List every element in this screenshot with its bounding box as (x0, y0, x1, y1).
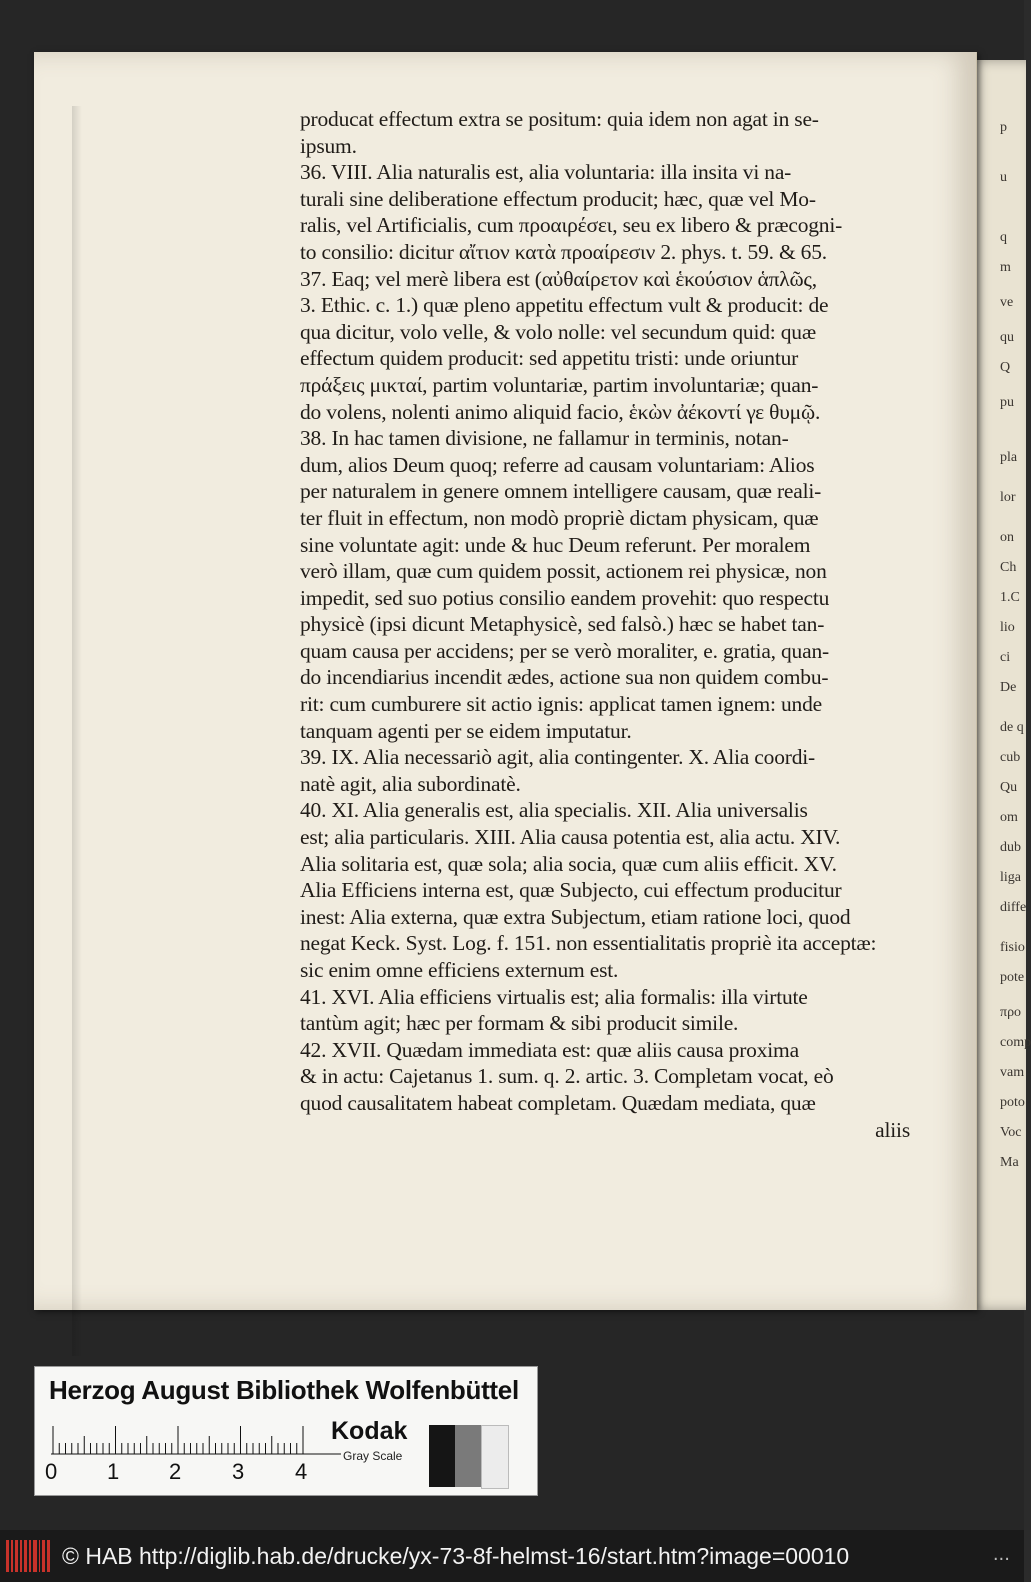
grayscale-caption: Gray Scale (343, 1449, 403, 1463)
next-page-fragment: Ma (1000, 1155, 1019, 1170)
book-page (34, 52, 977, 1310)
text-line: 40. XI. Alia generalis est, alia specialis. XII. Alia universalis (300, 798, 808, 823)
next-page-fragment: ci (1000, 650, 1011, 665)
text-line: sic enim omne efficiens externum est. (300, 958, 619, 982)
text-line: ipsum. (300, 133, 357, 158)
next-page-fragment: pote (1000, 970, 1025, 985)
text-line: to consilio: dicitur αἴτιον κατὰ προαίρεσιν 2. phys. t. 59. & 65. (300, 239, 827, 264)
page-gutter-shadow (72, 106, 82, 1356)
next-page-fragment: Voc (1000, 1125, 1022, 1140)
text-line: impedit, sed suo potius consilio eandem provehit: quo respectu (300, 585, 830, 610)
next-page-fragment: om (1000, 810, 1018, 825)
next-page-fragment: comp (1000, 1035, 1031, 1050)
text-line: est; alia particularis. XIII. Alia causa potentia est, alia actu. XIV. (300, 825, 841, 850)
next-page-fragment: ve (1000, 295, 1014, 310)
next-page-fragment: u (1000, 170, 1007, 185)
text-line: per naturalem in genere omnem intelligere causam, quæ reali- (300, 479, 822, 504)
next-page-fragment: lio (1000, 620, 1015, 635)
text-line: effectum quidem producit: sed appetitu tristi: unde oriuntur (300, 346, 799, 371)
next-page-fragment: dub (1000, 840, 1021, 855)
scale-ruler (51, 1425, 341, 1455)
text-line: producat effectum extra se positum: quia idem non agat in se- (300, 107, 819, 131)
text-line: 41. XVI. Alia efficiens virtualis est; alia formalis: illa virtute (300, 984, 808, 1009)
text-line: Alia Efficiens interna est, quæ Subjecto, cui effectum producitur (300, 878, 842, 903)
scale-number: 4 (295, 1459, 308, 1484)
text-line: 38. In hac tamen divisione, ne fallamur in terminis, notan- (300, 426, 789, 451)
text-line: tanquam agenti per se eidem imputatur. (300, 718, 632, 743)
next-page-fragment: m (1000, 260, 1011, 275)
gray-swatch-light (481, 1425, 509, 1489)
text-line: 39. IX. Alia necessariò agit, alia contingenter. X. Alia coordi- (300, 745, 815, 770)
next-page-fragment: fisio (1000, 940, 1025, 955)
library-label (34, 1366, 538, 1496)
scale-number: 2 (169, 1459, 182, 1484)
gray-swatch-mid (455, 1425, 481, 1487)
text-line: ter fluit in effectum, non modò propriè dictam physicam, quæ (300, 505, 819, 530)
next-page-fragment: poto (1000, 1095, 1025, 1110)
next-page-fragment: on (1000, 530, 1014, 545)
scale-number: 0 (45, 1459, 58, 1484)
hab-logo-icon[interactable] (6, 1540, 50, 1572)
next-page-fragment: q (1000, 230, 1007, 245)
status-bar (0, 1530, 1024, 1582)
next-page-fragment: Q (1000, 360, 1011, 375)
next-page-fragment: 1.C (1000, 590, 1020, 605)
text-line: verò illam, quæ cum quidem possit, actionem rei physicæ, non (300, 559, 827, 584)
text-line: do volens, nolenti animo aliquid facio, ἑκὼν ἀέκοντί γε θυμῷ. (300, 399, 821, 424)
text-line: 37. Eaq; vel merè libera est (αὐθαίρετον καὶ ἑκούσιον ἁπλῶς, (300, 266, 817, 291)
text-line: inest: Alia externa, quæ extra Subjectum, etiam ratione loci, quod (300, 904, 851, 929)
next-page-fragment: qu (1000, 330, 1014, 345)
next-page-fragment: diffe (1000, 900, 1027, 915)
scale-numbers (45, 1459, 345, 1485)
next-page-fragment: Qu (1000, 780, 1018, 795)
text-line: πράξεις μικταί, partim voluntariæ, partim involuntariæ; quan- (300, 372, 819, 397)
text-line: tantùm agit; hæc per formam & sibi producit simile. (300, 1011, 739, 1036)
scale-number: 1 (107, 1459, 120, 1484)
text-line: 3. Ethic. c. 1.) quæ pleno appetitu effectum vult & producit: de (300, 293, 829, 318)
more-icon[interactable]: ... (992, 1544, 1010, 1565)
text-line: physicè (ipsi dicunt Metaphysicè, sed falsò.) hæc se habet tan- (300, 612, 825, 637)
text-line: & in actu: Cajetanus 1. sum. q. 2. artic. 3. Completam vocat, eò (300, 1064, 834, 1089)
text-line: ralis, vel Artificialis, cum προαιρέσει, seu ex libero & præcogni- (300, 213, 843, 238)
next-page-fragment: vam (1000, 1065, 1025, 1080)
text-line: 42. XVII. Quædam immediata est: quæ aliis causa proxima (300, 1037, 799, 1062)
next-page-fragment: liga (1000, 870, 1021, 885)
next-page-fragment: lor (1000, 490, 1016, 505)
text-line: aliis (875, 1117, 910, 1142)
next-page-fragment: προ (1000, 1005, 1022, 1020)
text-line: sine voluntate agit: unde & huc Deum referunt. Per moralem (300, 532, 811, 557)
scale-number: 3 (232, 1459, 245, 1484)
kodak-brand: Kodak (331, 1417, 408, 1445)
text-line: turali sine deliberatione effectum producit; hæc, quæ vel Mo- (300, 186, 816, 211)
institution-name: Herzog August Bibliothek Wolfenbüttel (49, 1375, 519, 1405)
text-line: Alia solitaria est, quæ sola; alia socia, quæ cum aliis efficit. XV. (300, 851, 837, 876)
next-page-fragment: De (1000, 680, 1017, 695)
next-page-fragment: Ch (1000, 560, 1017, 575)
next-page-fragment: pu (1000, 395, 1014, 410)
next-page-fragment: p (1000, 120, 1007, 135)
text-line: quam causa per accidens; per se verò moraliter, e. gratia, quan- (300, 638, 829, 663)
page-text (300, 106, 950, 1143)
copyright-url[interactable]: © HAB http://diglib.hab.de/drucke/yx-73-8f-helmst-16/start.htm?image=00010 (62, 1542, 850, 1569)
text-line: 36. VIII. Alia naturalis est, alia voluntaria: illa insita vi na- (300, 160, 792, 185)
text-line: quod causalitatem habeat completam. Quædam mediata, quæ (300, 1090, 816, 1115)
text-line: rit: cum cumburere sit actio ignis: applicat tamen ignem: unde (300, 692, 822, 717)
text-line: qua dicitur, volo velle, & volo nolle: vel secundum quid: quæ (300, 319, 816, 344)
next-page-fragment: pla (1000, 450, 1018, 465)
text-line: dum, alios Deum quoq; referre ad causam voluntariam: Alios (300, 452, 815, 477)
text-line: negat Keck. Syst. Log. f. 151. non essentialitatis propriè ita acceptæ: (300, 931, 877, 956)
text-line: natè agit, alia subordinatè. (300, 771, 521, 796)
next-page-fragment: de q (1000, 720, 1024, 735)
gray-swatch-black (429, 1425, 455, 1487)
next-page-fragment: cub (1000, 750, 1021, 765)
text-line: do incendiarius incendit ædes, actione sua non quidem combu- (300, 665, 829, 690)
